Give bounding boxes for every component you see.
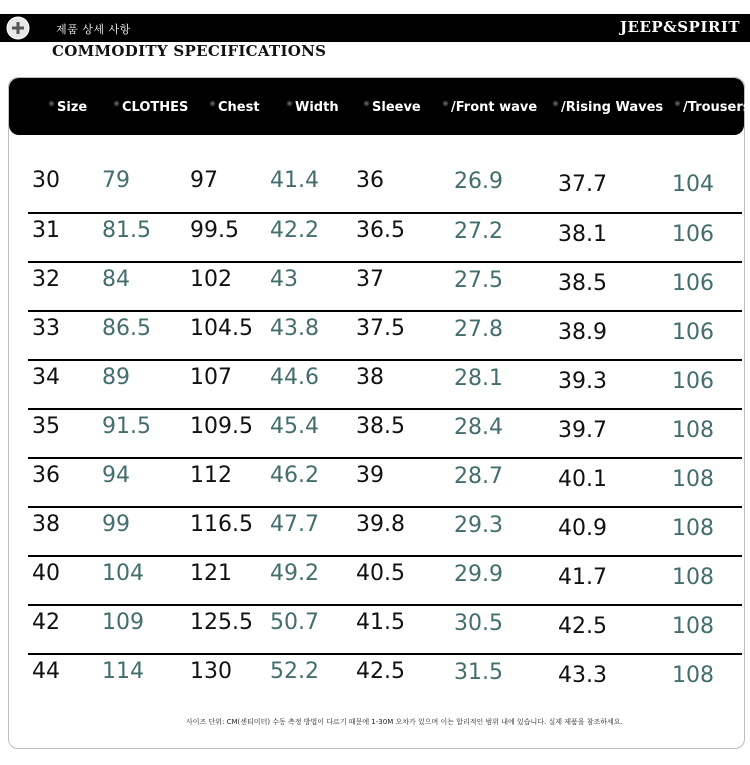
table-cell: 81.5 [102,218,151,243]
page-title: COMMODITY SPECIFICATIONS [52,42,327,60]
table-cell: 43 [270,267,298,292]
footnote: 사이즈 단위: CM(센티미터) 수동 측정 방법이 다르기 때문에 1-30M 오차가 있으며 이는 합리적인 범위 내에 있습니다. 실제 제품을 참조하세요. [186,718,623,726]
table-cell: 106 [672,271,714,296]
column-header: Size [57,100,88,115]
table-cell: 41.5 [356,610,405,635]
table-cell: 39.3 [558,369,607,394]
table-cell: 40.5 [356,561,405,586]
column-header: /Front wave [451,100,538,115]
row-divider [28,653,742,655]
row-divider [28,261,742,263]
table-cell: 102 [190,267,232,292]
table-cell: 97 [190,168,218,193]
table-cell: 39.8 [356,512,405,537]
table-cell: 109 [102,610,144,635]
table-cell: 31.5 [454,660,503,685]
table-cell: 108 [672,418,714,443]
table-cell: 44.6 [270,365,319,390]
table-cell: 104 [672,172,714,197]
table-cell: 106 [672,320,714,345]
row-divider [28,212,742,214]
table-cell: 49.2 [270,561,319,586]
table-cell: 38.9 [558,320,607,345]
table-cell: 125.5 [190,610,253,635]
table-cell: 40.1 [558,467,607,492]
table-cell: 39 [356,463,384,488]
column-header: /Trousers [683,100,750,115]
column-header: Chest [218,100,260,115]
table-cell: 40 [32,561,60,586]
table-cell: 107 [190,365,232,390]
table-cell: 38 [32,512,60,537]
table-cell: 108 [672,516,714,541]
table-cell: 86.5 [102,316,151,341]
table-cell: 42.5 [356,659,405,684]
row-divider [28,408,742,410]
column-header: /Rising Waves [561,100,664,115]
table-cell: 121 [190,561,232,586]
table-cell: 29.9 [454,562,503,587]
table-cell: 34 [32,365,60,390]
table-cell: 42.5 [558,614,607,639]
table-cell: 108 [672,663,714,688]
table-cell: 44 [32,659,60,684]
row-divider [28,359,742,361]
table-cell: 108 [672,467,714,492]
table-cell: 27.5 [454,268,503,293]
row-divider [28,506,742,508]
table-cell: 42 [32,610,60,635]
table-cell: 42.2 [270,218,319,243]
table-cell: 108 [672,565,714,590]
table-cell: 36.5 [356,218,405,243]
table-cell: 114 [102,659,144,684]
table-cell: 99 [102,512,130,537]
table-cell: 38.5 [558,271,607,296]
table-cell: 43.8 [270,316,319,341]
table-cell: 38.1 [558,222,607,247]
plus-circle-icon [6,16,30,40]
table-cell: 89 [102,365,130,390]
table-cell: 33 [32,316,60,341]
table-cell: 32 [32,267,60,292]
table-cell: 112 [190,463,232,488]
table-cell: 35 [32,414,60,439]
table-cell: 94 [102,463,130,488]
table-cell: 130 [190,659,232,684]
table-cell: 27.2 [454,219,503,244]
table-cell: 36 [356,168,384,193]
table-cell: 50.7 [270,610,319,635]
row-divider [28,457,742,459]
table-cell: 104 [102,561,144,586]
table-cell: 91.5 [102,414,151,439]
row-divider [28,310,742,312]
table-cell: 37.7 [558,172,607,197]
column-header: Width [295,100,339,115]
table-cell: 109.5 [190,414,253,439]
table-cell: 45.4 [270,414,319,439]
table-cell: 41.4 [270,168,319,193]
table-cell: 40.9 [558,516,607,541]
table-cell: 38.5 [356,414,405,439]
table-cell: 29.3 [454,513,503,538]
table-cell: 30 [32,168,60,193]
row-divider [28,604,742,606]
table-cell: 27.8 [454,317,503,342]
table-cell: 36 [32,463,60,488]
table-cell: 28.7 [454,464,503,489]
table-cell: 106 [672,369,714,394]
table-cell: 26.9 [454,169,503,194]
brand-logo: JEEP&SPIRIT [619,18,740,36]
table-cell: 79 [102,168,130,193]
table-cell: 30.5 [454,611,503,636]
table-cell: 43.3 [558,663,607,688]
table-cell: 37.5 [356,316,405,341]
table-cell: 47.7 [270,512,319,537]
table-cell: 116.5 [190,512,253,537]
table-cell: 46.2 [270,463,319,488]
column-header: Sleeve [372,100,421,115]
table-cell: 52.2 [270,659,319,684]
table-cell: 31 [32,218,60,243]
table-cell: 41.7 [558,565,607,590]
table-cell: 104.5 [190,316,253,341]
table-cell: 108 [672,614,714,639]
table-cell: 28.4 [454,415,503,440]
table-cell: 99.5 [190,218,239,243]
table-cell: 37 [356,267,384,292]
table-cell: 39.7 [558,418,607,443]
row-divider [28,555,742,557]
table-cell: 38 [356,365,384,390]
table-cell: 28.1 [454,366,503,391]
column-header: CLOTHES [122,100,189,115]
banner-subtitle: 제품 상세 사항 [56,23,131,36]
table-cell: 84 [102,267,130,292]
table-cell: 106 [672,222,714,247]
